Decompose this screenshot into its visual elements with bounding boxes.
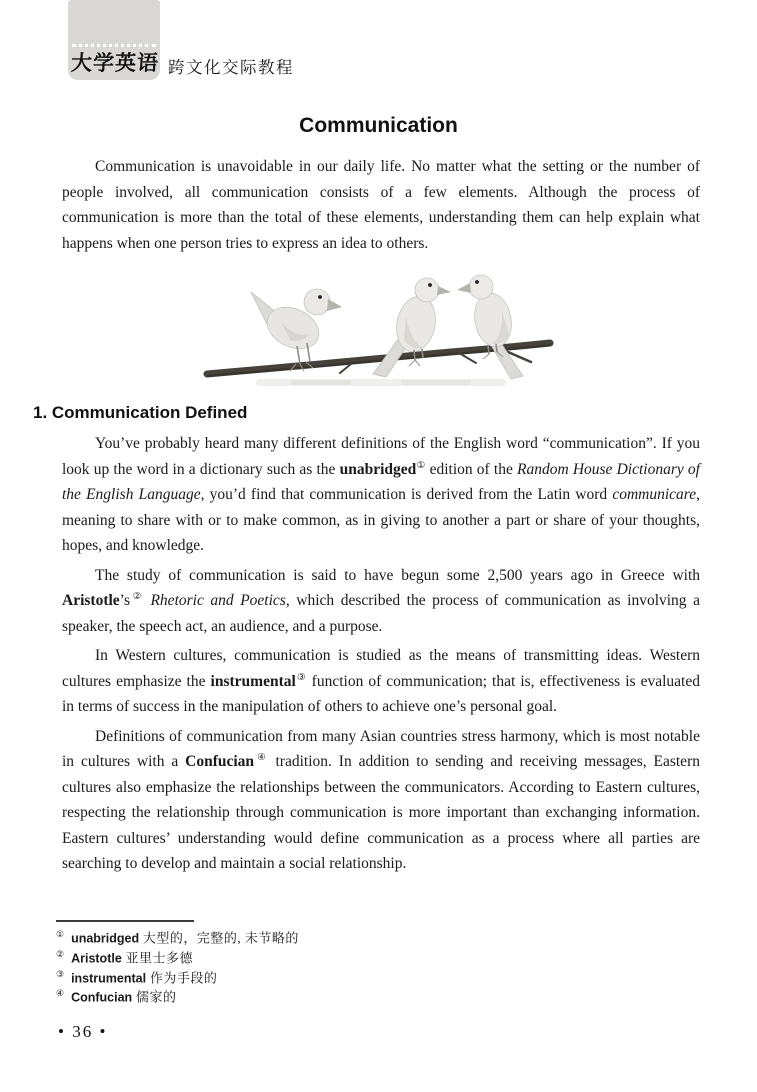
page-title: Communication — [299, 114, 458, 137]
bird-right — [457, 275, 523, 379]
footnote-item — [56, 986, 476, 1006]
footnote-item — [56, 947, 476, 967]
page-number: • 36 • — [58, 1022, 108, 1041]
footnote-definition: 作为手段的 — [146, 969, 218, 985]
logo-box — [68, 0, 160, 80]
intro-paragraphs — [62, 154, 700, 256]
footnote-marker: ④ — [254, 751, 269, 763]
footnote-item — [56, 927, 476, 947]
footnote-list — [56, 927, 476, 1006]
logo-title: 大学英语 — [70, 52, 160, 75]
footnote-term: unabridged — [71, 931, 140, 946]
footnotes — [56, 920, 476, 1006]
footnote-marker: ③ — [56, 969, 65, 980]
paragraph: In Western cultures, communication is studied as the means of transmitting ideas. Western cultures emphasize the instrumental③ function of communication; that is, effectiveness is evaluated in terms of success in the manipulation of others to achieve one’s personal goal. — [62, 647, 700, 715]
paragraph: You’ve probably heard many different definitions of the English word “communication”. If you look up the word in a dictionary such as the unabridged① edition of the Random House Dictionary of the English Language, you’d find that communication is derived from the Latin word communicare, meaning to share with or to make common, as in giving to another a part or share of your thoughts, hopes, and knowledge. — [62, 435, 700, 554]
footnote-marker: ① — [416, 459, 426, 471]
footnote-item — [56, 967, 476, 987]
footnote-definition: 亚里士多德 — [121, 950, 194, 966]
footnote-term: instrumental — [71, 970, 147, 985]
footnote-marker: ④ — [56, 989, 65, 1000]
section-heading: 1. Communication Defined — [33, 403, 248, 422]
body-paragraphs — [62, 431, 700, 877]
footnote-term: Aristotle — [71, 951, 122, 966]
footnote-rule — [56, 920, 194, 922]
paragraph: Communication is unavoidable in our daily life. No matter what the setting or the number of people involved, all communication consists of a few elements. Although the process of communication is more than the total of these elements, understanding them can help explain what happens when one person tries to express an idea to others. — [62, 158, 700, 252]
birds-illustration — [201, 262, 556, 389]
footnote-marker: ① — [56, 930, 65, 940]
paragraph: Definitions of communication from many Asian countries stress harmony, which is most notable in cultures with a Confucian④ tradition. In addition to sending and receiving messages, Eastern cultures also emphasize the relationships between the communicators. According to Eastern cultures, respecting the relationship through communication is more important than exchanging information. Eastern cultures’ understanding would define communication as a process where all parties are searching to develop and maintain a social relationship. — [62, 727, 700, 872]
bird-middle — [373, 278, 451, 377]
bird-left — [251, 289, 342, 371]
footnote-term: Confucian — [71, 990, 133, 1005]
footnote-marker: ② — [56, 949, 65, 960]
birds-image — [201, 262, 556, 389]
footnote-marker: ② — [130, 590, 144, 602]
footnote-definition: 大型的，完整的, 未节略的 — [139, 930, 299, 946]
paragraph: The study of communication is said to have begun some 2,500 years ago in Greece with Aristotle’s② Rhetoric and Poetics, which described the process of communication as involving a speaker, the speech act, an audience, and a purpose. — [62, 566, 700, 635]
logo-subtitle: 跨文化交际教程 — [168, 59, 294, 77]
footnote-marker: ③ — [295, 671, 307, 683]
footnote-definition: 儒家的 — [132, 989, 177, 1005]
